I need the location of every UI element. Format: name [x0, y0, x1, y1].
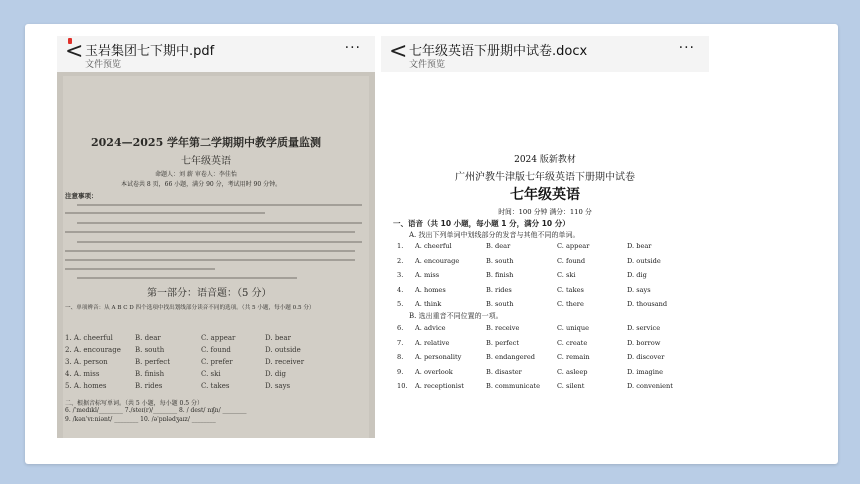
option-cell: D. service [627, 324, 661, 332]
doc-section-1-title: 一、语音（共 10 小题，每小题 1 分，满分 10 分） [393, 219, 570, 228]
option-cell: D. outside [627, 256, 661, 265]
option-cell: B. south [486, 300, 514, 308]
docx-viewer-pane [381, 36, 709, 438]
photo-option-cell: D. says [265, 382, 291, 390]
option-cell: A. overlook [415, 367, 453, 376]
question-row [381, 300, 709, 311]
docx-document-page [381, 72, 709, 438]
option-cell: C. asleep [557, 367, 588, 376]
photo-text-line [77, 222, 362, 224]
photo-option-cell: D. dig [265, 370, 287, 378]
option-cell: A. advice [415, 324, 446, 332]
option-cell: A. homes [415, 285, 446, 294]
question-number: 1. [397, 242, 404, 250]
option-cell: A. personality [415, 353, 462, 361]
photo-notes-title: 注意事项： [65, 192, 98, 200]
option-cell: D. convenient [627, 382, 673, 390]
question-number: 4. [397, 285, 404, 294]
photo-option-cell: C. appear [201, 334, 236, 342]
option-cell: C. there [557, 300, 584, 308]
option-cell: D. discover [627, 353, 665, 361]
question-row [381, 271, 709, 282]
doc-edition: 2024 版新教材 [514, 155, 576, 165]
photo-text-line [65, 212, 265, 214]
option-cell: B. south [486, 256, 514, 265]
question-row [381, 339, 709, 350]
option-cell: D. dig [627, 271, 647, 279]
question-number: 3. [397, 271, 404, 279]
option-cell: B. disaster [486, 367, 522, 376]
back-arrow-icon[interactable]: < [389, 39, 408, 64]
doc-instruction-a: A. 找出下列单词中划线部分的发音与其他不同的单词。 [409, 231, 580, 239]
more-options-icon[interactable]: ··· [344, 40, 361, 56]
option-cell: B. perfect [486, 338, 519, 347]
photo-part2-title: 二、根据音标写单词。（共 5 小题，每小题 0.5 分） [65, 400, 203, 407]
question-number: 5. [397, 300, 404, 308]
option-cell: B. endangered [486, 353, 535, 361]
question-number: 8. [397, 353, 404, 361]
photo-option-cell: D. receiver [265, 358, 305, 366]
option-cell: B. receive [486, 324, 520, 332]
exam-paper-photo [57, 72, 375, 438]
question-number: 2. [397, 256, 404, 265]
option-cell: A. receptionist [415, 382, 464, 390]
screenshot-card [25, 24, 838, 464]
question-row [381, 257, 709, 268]
back-arrow-icon[interactable]: < [65, 39, 84, 64]
question-number: 6. [397, 324, 404, 332]
photo-phonetic-line-1: 6. /ˈmedɪkl/________ 7./steɪ(r)/________ 8. / dest/ nɪʃn/ ________ [65, 407, 247, 414]
photo-phonetic-line-2: 9. /kənˈvɪːniənt/ ________ 10. /əˈpɒlədʒaɪz/ ________ [65, 416, 216, 423]
photo-option-cell: C. ski [201, 370, 221, 378]
photo-heading: 2024—2025 学年第二学期期中教学质量监测 [91, 136, 322, 149]
photo-option-cell: C. prefer [201, 358, 233, 366]
question-row [381, 382, 709, 393]
doc-time-score: 时间：100 分钟 满分：110 分 [498, 208, 592, 216]
photo-option-cell: C. found [201, 346, 231, 354]
file-title: 七年级英语下册期中试卷.docx [409, 44, 588, 59]
option-cell: A. cheerful [415, 242, 452, 250]
option-cell: C. appear [557, 242, 590, 250]
option-cell: D. imagine [627, 367, 664, 376]
option-cell: C. ski [557, 271, 576, 279]
photo-option-cell: 2. A. encourage [65, 346, 121, 354]
pdf-viewer-pane [57, 36, 375, 438]
photo-authors: 命题人：刘 薪 审卷人：李佳怡 [155, 171, 237, 178]
photo-option-cell: B. dear [135, 334, 161, 342]
doc-title: 广州沪教牛津版七年级英语下册期中试卷 [455, 172, 635, 183]
option-cell: C. unique [557, 324, 589, 332]
option-cell: D. says [627, 285, 651, 294]
option-cell: B. dear [486, 242, 511, 250]
photo-text-line [77, 204, 362, 206]
option-cell: C. create [557, 338, 588, 347]
file-title: 玉岩集团七下期中.pdf [85, 44, 215, 59]
photo-part1-instr: 一、单项辨音：从 A B C D 四个选项中找出划线部分读音不同的选项。（共 5 小题，每小题 0.5 分） [65, 305, 315, 311]
option-cell: D. thousand [627, 300, 668, 308]
photo-option-cell: C. takes [201, 382, 230, 390]
doc-instruction-b: B. 选出重音不同位置的一项。 [409, 312, 503, 320]
question-row [381, 286, 709, 297]
photo-text-line [77, 277, 297, 279]
photo-text-line [65, 250, 355, 252]
option-cell: C. found [557, 256, 586, 265]
file-preview-subtitle: 文件预览 [85, 60, 122, 70]
option-cell: A. think [415, 300, 442, 308]
photo-option-cell: 3. A. person [65, 358, 108, 366]
photo-option-cell: 4. A. miss [65, 370, 100, 378]
pdf-header-bar [57, 36, 375, 72]
option-cell: B. communicate [486, 382, 540, 390]
photo-option-cell: 5. A. homes [65, 382, 107, 390]
option-cell: C. remain [557, 353, 590, 361]
question-number: 7. [397, 338, 404, 347]
photo-option-cell: B. south [135, 346, 165, 354]
question-row [381, 242, 709, 253]
photo-subject: 七年级英语 [181, 156, 231, 167]
option-cell: D. borrow [627, 338, 661, 347]
photo-option-cell: B. finish [135, 370, 165, 378]
option-cell: B. rides [486, 285, 512, 294]
option-cell: A. miss [415, 271, 440, 279]
photo-text-line [77, 241, 362, 243]
photo-option-cell: 1. A. cheerful [65, 334, 113, 342]
option-cell: D. bear [627, 242, 652, 250]
file-preview-subtitle: 文件预览 [409, 60, 446, 70]
photo-option-cell: D. outside [265, 346, 301, 354]
option-cell: C. takes [557, 285, 584, 294]
option-cell: A. encourage [415, 256, 460, 265]
doc-subject: 七年级英语 [510, 187, 580, 203]
photo-text-line [65, 259, 355, 261]
photo-text-line [65, 231, 355, 233]
question-number: 10. [397, 382, 408, 390]
photo-meta: 本试卷共 8 页，66 小题，满分 90 分，考试用时 90 分钟。 [121, 181, 282, 188]
question-row [381, 353, 709, 364]
photo-option-cell: D. bear [265, 334, 291, 342]
more-options-icon[interactable]: ··· [678, 40, 695, 56]
question-row [381, 368, 709, 379]
option-cell: B. finish [486, 271, 514, 279]
docx-header-bar [381, 36, 709, 72]
photo-text-line [65, 268, 215, 270]
photo-option-cell: B. rides [135, 382, 163, 390]
photo-option-cell: B. perfect [135, 358, 171, 366]
question-number: 9. [397, 367, 404, 376]
option-cell: A. relative [415, 338, 450, 347]
photo-part1-title: 第一部分：语音题：（5 分） [147, 288, 272, 299]
question-row [381, 324, 709, 335]
option-cell: C. silent [557, 382, 585, 390]
